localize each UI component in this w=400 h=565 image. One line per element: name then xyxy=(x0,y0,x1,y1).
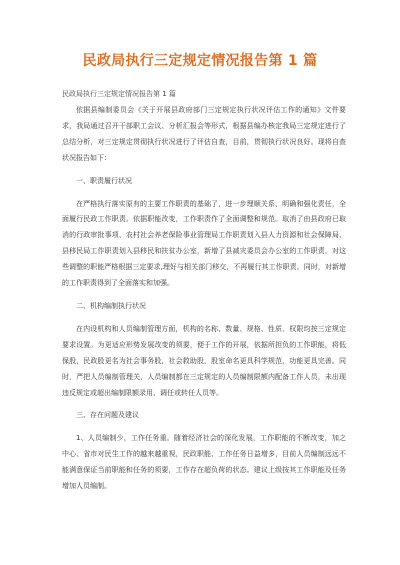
document-body xyxy=(62,103,346,495)
section-paragraph-issues: 1、人员编制少，工作任务重。随着经济社会的深化发展，工作职能的不断改变，加之中心、省市对民生工作的越来越重视，民政职能、工作任务日益增多，目前人员编制远远不能满意保证当前职能和任务的须要，工作存在超负荷的状态。建议上级按其工作职能及任务增加人员编制。 xyxy=(62,434,346,491)
section-heading-issues: 三、存在问题及建议 xyxy=(76,411,139,420)
section-paragraph-staffing: 在内设机构和人员编制管理方面，机构的名称、数量、规格、性质、权限均按三定规定要求设置。为更适应形势发展改变的须要，便于工作的开展，依据所担负的工作职能，将低保股，民政股更名为社会事务股，社会救助股，股室命名更具科学规范，功能更具完善。同时，严把人员编制管理关，人员编制都在三定规定的人员编制限额内配备工作人员，未出现违反规定或超出编制限额录用、调任或转任人员等。 xyxy=(62,324,346,397)
document-subtitle: 民政局执行三定规定情况报告第 1 篇 xyxy=(62,90,176,98)
section-paragraph-duties: 在严格执行落实原有的主要工作职责的基础了，进一步理顺关系、明确和强化责任，全面履行民政工作职责。依据职能改变，工作职责作了全面调整和规范。取消了由县政府已取消的行政审批事项、农村社会养老保险事业管理局工作职责划入县人力资源和社会保障局、县移民局工作职责划入县移民和扶贫办公室，新增了县减灾委员会办公室的工作职责，对这些调整的职能严格根据三定要求,理好与相关部门移交，不再履行其工作职责。同时，对新增的工作职责得到了全面落实和加强。 xyxy=(62,199,346,288)
section-heading-staffing: 二、机构编制执行状况 xyxy=(76,301,146,310)
intro-paragraph: 依据县编制委员会《关于开展县政府部门三定规定执行状况评估工作的通知》文件要求，我局通过召开干部职工会议、分析汇报会等形式，根据县编办核定我局三定规定进行了总结分析，对三定规定贯彻执行状况进行了评估自查，目前，贯彻执行状况良好。现将自查状况报告如下： xyxy=(62,106,346,162)
section-heading-duties: 一、职责履行状况 xyxy=(76,176,132,185)
document-title: 民政局执行三定规定情况报告第 1 篇 xyxy=(82,53,318,69)
